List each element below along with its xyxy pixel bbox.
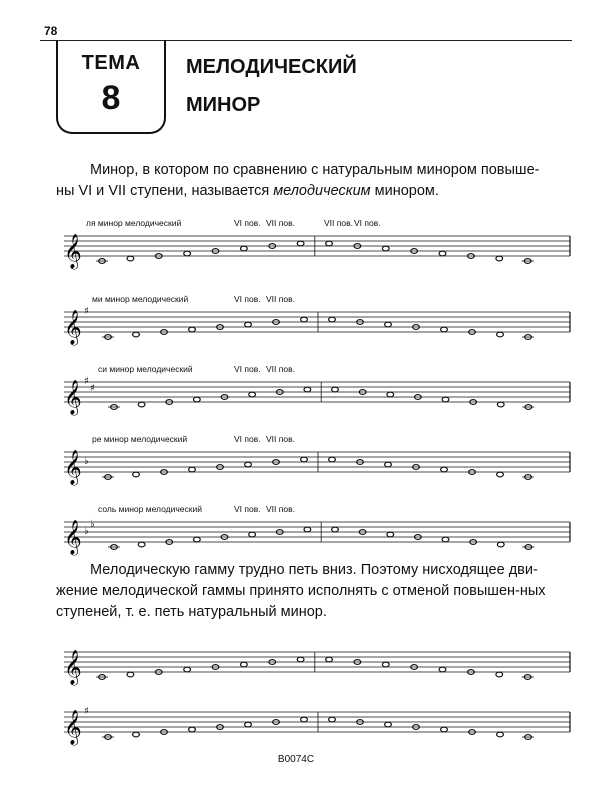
note-head xyxy=(297,657,304,662)
topic-number: 8 xyxy=(101,79,121,117)
note-head xyxy=(332,387,339,392)
note-head xyxy=(127,256,134,261)
key-signature-accidental: ♯ xyxy=(84,306,89,317)
note-head xyxy=(442,397,449,402)
note-head xyxy=(442,537,449,542)
note-head xyxy=(441,467,448,472)
note-head xyxy=(387,392,394,397)
step-mark: VII пов. xyxy=(266,294,295,304)
definition-paragraph xyxy=(56,160,556,202)
note-head xyxy=(385,722,392,727)
definition-text: Минор, в котором по сравнению с натуральным минором повыше-ны VI и VII ступени, называется xyxy=(56,162,540,199)
topic-title-line2: МИНОР xyxy=(186,94,261,116)
staff-6 xyxy=(54,630,574,696)
note-head xyxy=(133,472,140,477)
note-head xyxy=(497,542,504,547)
note-head xyxy=(382,246,389,251)
step-mark: VII пов. xyxy=(324,218,353,228)
step-mark: VII пов. xyxy=(266,218,295,228)
note-head xyxy=(387,532,394,537)
staff-3 xyxy=(54,360,574,426)
step-mark: VI пов. xyxy=(234,294,261,304)
staff-label: си минор мелодический xyxy=(98,364,193,374)
definition-term: мелодическим xyxy=(273,183,371,199)
key-signature-accidental: ♯ xyxy=(90,383,95,394)
note-head xyxy=(326,241,333,246)
step-mark: VII пов. xyxy=(266,504,295,514)
key-signature-accidental: ♭ xyxy=(84,456,89,467)
step-mark: VII пов. xyxy=(266,434,295,444)
note-head xyxy=(497,402,504,407)
treble-clef-icon: 𝄞 xyxy=(64,520,82,555)
staff-1 xyxy=(54,214,574,280)
note-head xyxy=(382,662,389,667)
note-head xyxy=(385,462,392,467)
note-head xyxy=(326,657,333,662)
note-head xyxy=(497,332,504,337)
treble-clef-icon: 𝄞 xyxy=(64,310,82,345)
note-head xyxy=(301,717,308,722)
step-mark: VI пов. xyxy=(234,218,261,228)
note-head xyxy=(496,672,503,677)
note-head xyxy=(301,457,308,462)
topic-word: ТЕМА xyxy=(81,52,141,74)
page-number: 78 xyxy=(44,24,58,38)
treble-clef-icon: 𝄞 xyxy=(64,710,82,745)
note-head xyxy=(133,332,140,337)
step-mark: VI пов. xyxy=(234,504,261,514)
note-head xyxy=(301,317,308,322)
note-head xyxy=(329,717,336,722)
note-head xyxy=(138,402,145,407)
treble-clef-icon: 𝄞 xyxy=(64,450,82,485)
note-head xyxy=(138,542,145,547)
treble-clef-icon: 𝄞 xyxy=(64,380,82,415)
note-head xyxy=(240,246,247,251)
staff-7 xyxy=(54,690,574,756)
note-head xyxy=(127,672,134,677)
key-signature-accidental: ♭ xyxy=(90,519,95,530)
staff-label: соль минор мелодический xyxy=(98,504,202,514)
staff-5 xyxy=(54,500,574,566)
staff-label: ре минор мелодический xyxy=(92,434,188,444)
note-head xyxy=(304,527,311,532)
note-head xyxy=(441,727,448,732)
staff-label: ми минор мелодический xyxy=(92,294,189,304)
note-head xyxy=(189,727,196,732)
key-signature-accidental: ♯ xyxy=(84,376,89,387)
step-mark: VI пов. xyxy=(354,218,381,228)
note-head xyxy=(439,251,446,256)
note-head xyxy=(297,241,304,246)
topic-box xyxy=(56,40,166,134)
note-head xyxy=(304,387,311,392)
note-head xyxy=(245,462,252,467)
note-head xyxy=(193,537,200,542)
staff-2 xyxy=(54,290,574,356)
treble-clef-icon: 𝄞 xyxy=(64,234,82,269)
note-head xyxy=(184,667,191,672)
descending-paragraph: Мелодическую гамму трудно петь вниз. Поэтому нисходящее дви-жение мелодической гаммы принято исполнять с отменой повышен-ных ступеней, т. е. петь натуральный минор. xyxy=(56,562,546,620)
note-head xyxy=(497,732,504,737)
note-head xyxy=(496,256,503,261)
definition-tail: минором. xyxy=(370,183,439,199)
note-head xyxy=(184,251,191,256)
note-head xyxy=(249,392,256,397)
note-head xyxy=(245,722,252,727)
note-head xyxy=(497,472,504,477)
note-head xyxy=(193,397,200,402)
note-head xyxy=(329,317,336,322)
note-head xyxy=(329,457,336,462)
note-head xyxy=(332,527,339,532)
note-head xyxy=(245,322,252,327)
topic-title-line1: МЕЛОДИЧЕСКИЙ xyxy=(186,56,357,78)
step-mark: VI пов. xyxy=(234,434,261,444)
note-head xyxy=(439,667,446,672)
key-signature-accidental: ♭ xyxy=(84,526,89,537)
note-head xyxy=(441,327,448,332)
note-head xyxy=(189,327,196,332)
staff-4 xyxy=(54,430,574,496)
key-signature-accidental: ♯ xyxy=(84,706,89,717)
note-head xyxy=(249,532,256,537)
note-head xyxy=(385,322,392,327)
note-head xyxy=(240,662,247,667)
note-head xyxy=(189,467,196,472)
footer-code: В0074С xyxy=(277,754,315,765)
staff-label: ля минор мелодический xyxy=(86,218,182,228)
treble-clef-icon: 𝄞 xyxy=(64,650,82,685)
step-mark: VII пов. xyxy=(266,364,295,374)
note-head xyxy=(133,732,140,737)
step-mark: VI пов. xyxy=(234,364,261,374)
